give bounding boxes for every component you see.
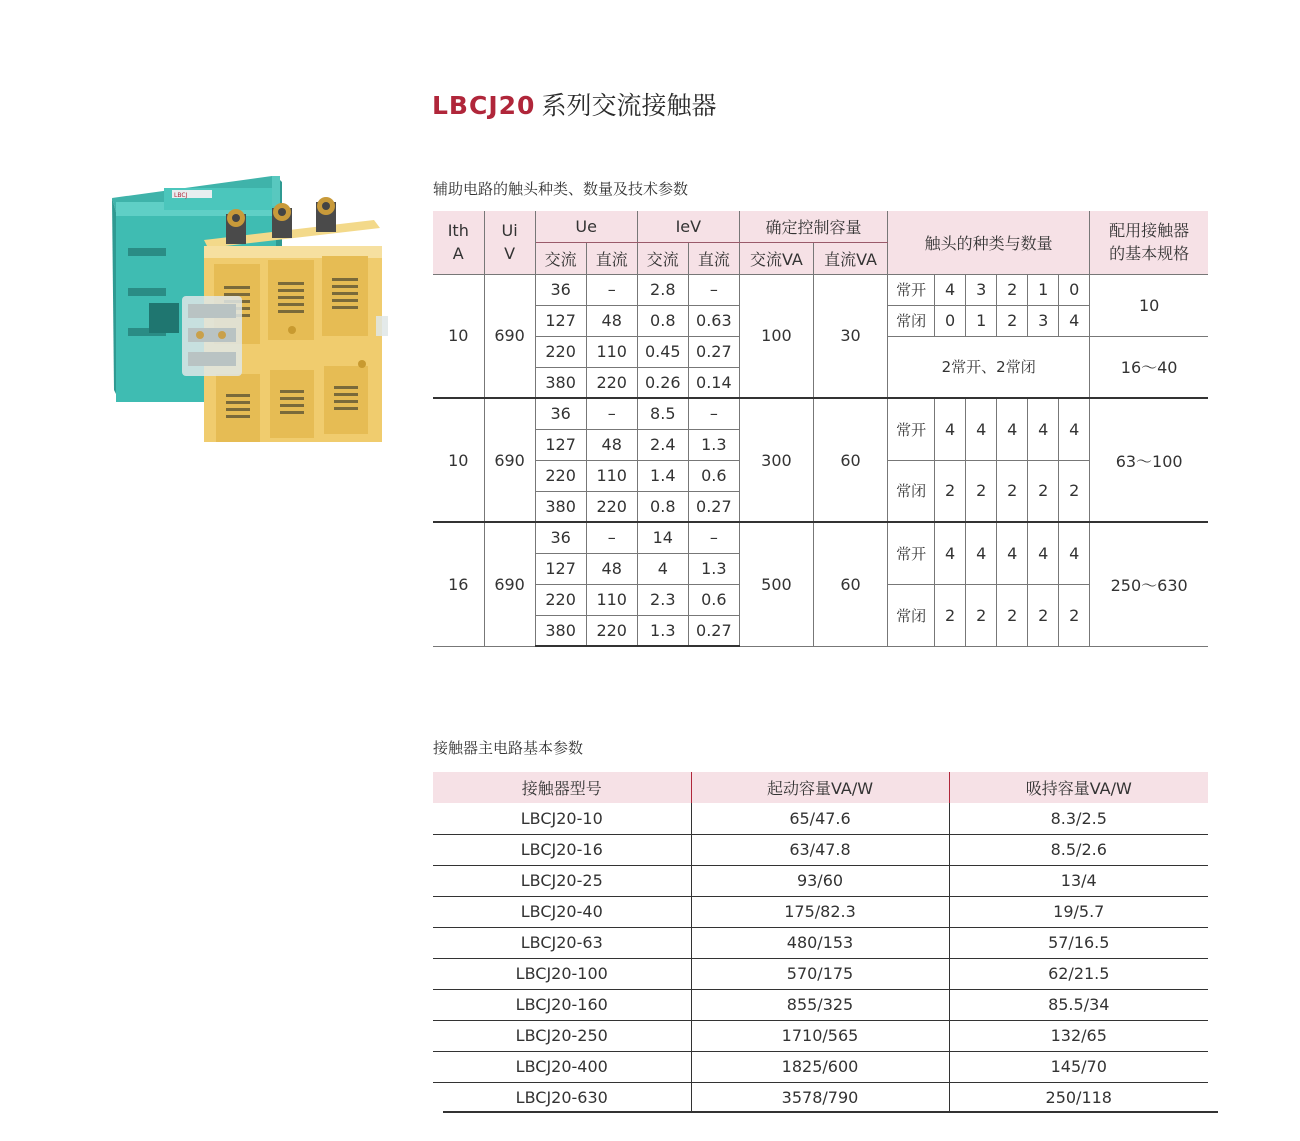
ac-va-value: 100 — [739, 274, 813, 398]
no-label: 常开 — [888, 522, 935, 584]
contact-count: 2 — [966, 584, 997, 646]
header-model: 接触器型号 — [433, 772, 691, 803]
ue-ac-value: 380 — [535, 615, 586, 646]
contact-count: 4 — [1028, 398, 1059, 460]
header-holding-capacity: 吸持容量VA/W — [949, 772, 1208, 803]
title-text: 系列交流接触器 — [541, 91, 717, 120]
header-ue: Ue — [535, 211, 637, 242]
header-contacts: 触头的种类与数量 — [888, 211, 1090, 274]
contact-count: 0 — [1059, 274, 1090, 305]
ue-ac-value: 220 — [535, 584, 586, 615]
contact-count: 4 — [966, 398, 997, 460]
ue-ac-value: 220 — [535, 336, 586, 367]
table-row — [433, 896, 1208, 927]
contact-count: 2 — [1059, 460, 1090, 522]
contact-count: 4 — [997, 398, 1028, 460]
table-row — [433, 1051, 1208, 1082]
hold-cell: 13/4 — [949, 865, 1208, 896]
no-label: 常开 — [888, 398, 935, 460]
ue-dc-value: 110 — [586, 460, 637, 491]
start-cell: 93/60 — [691, 865, 949, 896]
ith-value: 10 — [433, 398, 484, 522]
model-cell: LBCJ20-160 — [433, 989, 691, 1020]
ui-value: 690 — [484, 398, 535, 522]
dc-va-value: 60 — [813, 398, 887, 522]
ue-ac-value: 36 — [535, 522, 586, 553]
model-cell: LBCJ20-100 — [433, 958, 691, 989]
model-cell: LBCJ20-250 — [433, 1020, 691, 1051]
iev-ac-value: 2.3 — [637, 584, 688, 615]
contact-count: 4 — [966, 522, 997, 584]
table-row — [433, 865, 1208, 896]
ue-dc-value: 48 — [586, 553, 637, 584]
table-row — [433, 1020, 1208, 1051]
contact-count: 3 — [1028, 305, 1059, 336]
contact-count: 2 — [1059, 584, 1090, 646]
ui-value: 690 — [484, 522, 535, 646]
ac-va-value: 300 — [739, 398, 813, 522]
header-control-capacity: 确定控制容量 — [739, 211, 887, 242]
ue-ac-value: 380 — [535, 367, 586, 398]
header-ac-va: 交流VA — [739, 242, 813, 274]
start-cell: 1825/600 — [691, 1051, 949, 1082]
iev-dc-value: – — [688, 398, 739, 429]
iev-dc-value: – — [688, 274, 739, 305]
hold-cell: 8.3/2.5 — [949, 803, 1208, 834]
ue-ac-value: 220 — [535, 460, 586, 491]
contact-count: 4 — [1059, 305, 1090, 336]
iev-dc-value: 0.27 — [688, 615, 739, 646]
contact-count: 2 — [935, 584, 966, 646]
spec-value: 16～40 — [1090, 336, 1208, 398]
contact-count: 1 — [966, 305, 997, 336]
dc-va-value: 30 — [813, 274, 887, 398]
iev-dc-value: 0.6 — [688, 460, 739, 491]
ue-dc-value: – — [586, 522, 637, 553]
contact-count: 4 — [935, 522, 966, 584]
header-ue-ac: 交流 — [535, 242, 586, 274]
model-cell: LBCJ20-10 — [433, 803, 691, 834]
nc-label: 常闭 — [888, 584, 935, 646]
start-cell: 480/153 — [691, 927, 949, 958]
ue-ac-value: 380 — [535, 491, 586, 522]
iev-ac-value: 1.3 — [637, 615, 688, 646]
start-cell: 65/47.6 — [691, 803, 949, 834]
hold-cell: 62/21.5 — [949, 958, 1208, 989]
start-cell: 175/82.3 — [691, 896, 949, 927]
contact-count: 4 — [1028, 522, 1059, 584]
iev-ac-value: 0.45 — [637, 336, 688, 367]
contact-count: 2 — [1028, 584, 1059, 646]
table-row — [433, 398, 1208, 429]
iev-ac-value: 4 — [637, 553, 688, 584]
table-row — [433, 522, 1208, 553]
iev-ac-value: 8.5 — [637, 398, 688, 429]
iev-dc-value: 0.6 — [688, 584, 739, 615]
ac-va-value: 500 — [739, 522, 813, 646]
aux-contact-table — [433, 211, 1208, 647]
start-cell: 855/325 — [691, 989, 949, 1020]
table-row — [433, 989, 1208, 1020]
contact-count: 2 — [1028, 460, 1059, 522]
contact-count: 4 — [935, 274, 966, 305]
header-ith: Ith A — [433, 211, 484, 274]
title-brand: LBCJ20 — [432, 91, 536, 120]
spec-value: 63～100 — [1090, 398, 1208, 522]
ue-dc-value: – — [586, 398, 637, 429]
ue-ac-value: 127 — [535, 305, 586, 336]
model-cell: LBCJ20-400 — [433, 1051, 691, 1082]
table-row — [433, 834, 1208, 865]
table-row — [433, 274, 1208, 305]
aux-table-caption: 辅助电路的触头种类、数量及技术参数 — [433, 180, 689, 198]
hold-cell: 57/16.5 — [949, 927, 1208, 958]
iev-dc-value: 0.63 — [688, 305, 739, 336]
table-row — [433, 803, 1208, 834]
ue-dc-value: 220 — [586, 491, 637, 522]
header-ue-dc: 直流 — [586, 242, 637, 274]
model-cell: LBCJ20-630 — [515, 1088, 608, 1108]
ue-dc-value: – — [586, 274, 637, 305]
model-cell: LBCJ20-40 — [433, 896, 691, 927]
spec-value: 250～630 — [1090, 522, 1208, 646]
contact-count: 2 — [997, 584, 1028, 646]
contact-count: 2 — [997, 460, 1028, 522]
start-cell: 1710/565 — [691, 1020, 949, 1051]
iev-dc-value: 0.27 — [688, 336, 739, 367]
iev-ac-value: 2.8 — [637, 274, 688, 305]
spec-value: 10 — [1090, 274, 1208, 336]
iev-ac-value: 14 — [637, 522, 688, 553]
header-iev: IeV — [637, 211, 739, 242]
ith-value: 10 — [433, 274, 484, 398]
ue-ac-value: 127 — [535, 553, 586, 584]
iev-dc-value: 1.3 — [688, 553, 739, 584]
ith-value: 16 — [433, 522, 484, 646]
contact-count: 4 — [1059, 398, 1090, 460]
header-spec: 配用接触器 的基本规格 — [1090, 211, 1208, 274]
contact-count: 2 — [997, 274, 1028, 305]
ue-dc-value: 48 — [586, 429, 637, 460]
ue-ac-value: 36 — [535, 398, 586, 429]
contact-count: 0 — [935, 305, 966, 336]
header-starting-capacity: 起动容量VA/W — [691, 772, 949, 803]
header-dc-va: 直流VA — [813, 242, 887, 274]
main-circuit-table — [433, 772, 1208, 1113]
start-cell: 63/47.8 — [691, 834, 949, 865]
contact-count: 2 — [966, 460, 997, 522]
hold-cell: 145/70 — [949, 1051, 1208, 1082]
nc-label: 常闭 — [888, 305, 935, 336]
header-ui: Ui V — [484, 211, 535, 274]
iev-ac-value: 0.8 — [637, 491, 688, 522]
ue-ac-value: 127 — [535, 429, 586, 460]
contact-count: 3 — [966, 274, 997, 305]
contact-count: 4 — [935, 398, 966, 460]
iev-ac-value: 2.4 — [637, 429, 688, 460]
ue-dc-value: 48 — [586, 305, 637, 336]
contact-count: 2 — [935, 460, 966, 522]
ue-dc-value: 110 — [586, 336, 637, 367]
page-title — [432, 86, 716, 122]
table-row — [433, 927, 1208, 958]
contact-count: 2 — [997, 305, 1028, 336]
hold-cell: 19/5.7 — [949, 896, 1208, 927]
hold-cell: 8.5/2.6 — [949, 834, 1208, 865]
iev-ac-value: 1.4 — [637, 460, 688, 491]
hold-cell: 132/65 — [949, 1020, 1208, 1051]
model-cell: LBCJ20-25 — [433, 865, 691, 896]
model-cell: LBCJ20-63 — [433, 927, 691, 958]
table-bottom-rule — [443, 1111, 1218, 1113]
table-row — [433, 1082, 1208, 1113]
contactor-product-image — [104, 168, 404, 458]
combo-value: 2常开、2常闭 — [888, 336, 1090, 398]
start-cell: 570/175 — [691, 958, 949, 989]
ue-dc-value: 110 — [586, 584, 637, 615]
iev-dc-value: – — [688, 522, 739, 553]
header-iev-ac: 交流 — [637, 242, 688, 274]
model-cell: LBCJ20-16 — [433, 834, 691, 865]
ue-ac-value: 36 — [535, 274, 586, 305]
hold-cell: 250/118 — [949, 1082, 1208, 1113]
iev-dc-value: 0.27 — [688, 491, 739, 522]
ue-dc-value: 220 — [586, 367, 637, 398]
nc-label: 常闭 — [888, 460, 935, 522]
ue-dc-value: 220 — [586, 615, 637, 646]
iev-dc-value: 1.3 — [688, 429, 739, 460]
contact-count: 1 — [1028, 274, 1059, 305]
main-table-caption: 接触器主电路基本参数 — [433, 739, 584, 757]
iev-ac-value: 0.8 — [637, 305, 688, 336]
ui-value: 690 — [484, 274, 535, 398]
no-label: 常开 — [888, 274, 935, 305]
start-cell: 3578/790 — [691, 1082, 949, 1113]
iev-dc-value: 0.14 — [688, 367, 739, 398]
contact-count: 4 — [997, 522, 1028, 584]
iev-ac-value: 0.26 — [637, 367, 688, 398]
header-iev-dc: 直流 — [688, 242, 739, 274]
hold-cell: 85.5/34 — [949, 989, 1208, 1020]
table-row — [433, 958, 1208, 989]
product-label: LBCJ — [174, 192, 188, 199]
contact-count: 4 — [1059, 522, 1090, 584]
dc-va-value: 60 — [813, 522, 887, 646]
